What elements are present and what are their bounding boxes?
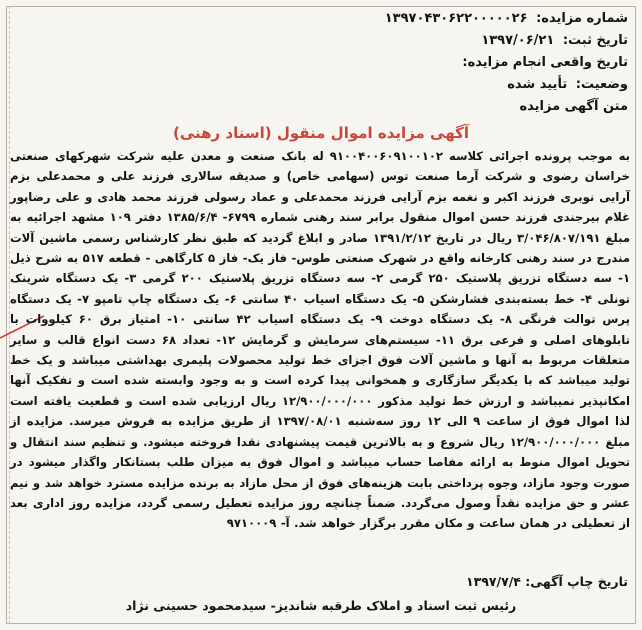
register-date-label: تاریخ ثبت: — [562, 33, 628, 48]
print-date: ۱۳۹۷/۷/۴ — [466, 574, 521, 589]
print-date-label: تاریخ چاپ آگهی: — [525, 574, 628, 589]
signature-line: رئیس ثبت اسناد و املاک طرقبه شاندیز- سیدمحمود حسینی نژاد — [125, 598, 517, 613]
actual-date-label: تاریخ واقعی انجام مزایده: — [462, 55, 628, 70]
print-date-row — [466, 574, 628, 589]
register-date: ۱۳۹۷/۰۶/۲۱ — [481, 33, 555, 48]
auction-number: ۱۳۹۷۰۴۳۰۶۲۲۰۰۰۰۰۲۶ — [384, 11, 528, 26]
auction-number-row — [208, 8, 628, 30]
auction-metadata — [208, 8, 628, 118]
ad-text-heading — [208, 96, 628, 118]
notice-body: به موجب پرونده اجرائی کلاسه ۹۱۰۰۴۰۰۶۰۹۱۰۰۱۰۲ له بانک صنعت و معدن علیه شرکت شهرکهای صنعتی خراسان رضوی و شرکت آرما صنعت توس (سهامی خاص) و صدیقه سالاری فرزند علی و محمدعلی بزم آرایی نوبری فرزند اکبر و نغمه بزم آرایی فرزند محمدعلی و عماد رسولی فرزند محمد هادی و علی رضاپور غلام بیرجندی فرزند حسن اموال منقول برابر سند رهنی شماره ۶۷۹۹- ۱۳۸۵/۶/۴ دفتر ۱۰۹ مشهد اجرائیه به مبلغ ۳/۰۴۶/۸۰۷/۱۹۱ ریال در تاریخ ۱۳۹۱/۲/۱۲ صادر و ابلاغ گردید که طبق نظر کارشناس رسمی ماشین آلات مندرج در سند رهنی کارخانه واقع در شهرک صنعتی طوس- فاز یک- فاز ۵ کارگاهی - قطعه ۵۱۷ به شرح ذیل ۱- سه دستگاه تزریق پلاستیک ۲۵۰ گرمی ۲- سه دستگاه تزریق پلاستیک ۲۰۰ گرمی ۳- یک دستگاه شرینک تونلی ۴- خط بسته‌بندی فشارشکن ۵- یک دستگاه اسیاب ۴۰ سانتی ۶- یک دستگاه چاپ تامپو ۷- یک دستگاه پرس توالت فرنگی ۸- یک دستگاه دوخت ۹- یک دستگاه اسیاب ۴۲ سانتی ۱۰- امتیاز برق ۶۰ کیلووات با تابلوهای اصلی و فرعی برق ۱۱- سیستم‌های سرمایش و گرمایش ۱۲- تعداد ۶۸ دست انواع قالب و سایر متعلقات مربوط به آنها و ماشین آلات فوق اجزای خط تولید محصولات پلیمری بهداشتی میباشد و یک خط تولید میباشد که با یکدیگر سازگاری و همخوانی پیدا کرده است و به وجود وابسته شده است و تفکیک آنها امکانپذیر نمیباشد و ارزش خط تولید مذکور ۱۲/۹۰۰/۰۰۰/۰۰۰ ریال ارزیابی شده است و قطعیت یافته است لذا اموال فوق از ساعت ۹ الی ۱۲ روز سه‌شنبه ۱۳۹۷/۰۸/۰۱ از طریق مزایده به فروش میرسد. مزایده از مبلغ ۱۲/۹۰۰/۰۰۰/۰۰۰ ریال شروع و به بالاترین قیمت پیشنهادی نقدا فروخته میشود. و تنظیم سند انتقال و تحویل اموال منوط به ارائه مفاصا حساب میباشد و اموال فوق به میزان طلب بستانکار واگذار میشود در صورت وجود مازاد، وجوه پرداختی بابت هزینه‌های فوق از محل مازاد به برنده مزایده مسترد خواهد شد و نیم عشر و حق مزایده نقداً وصول می‌گردد. ضمناً چنانچه روز مزایده تعطیل رسمی گردد، مزایده روز اداری بعد از تعطیلی در همان ساعت و مکان مقرر برگزار خواهد شد. آ- ۹۷۱۰۰۰۹ — [10, 149, 631, 531]
status-row — [208, 74, 628, 96]
actual-date-row — [208, 52, 628, 74]
notice-title: آگهی مزایده اموال منقول (اسناد رهنی) — [173, 124, 469, 142]
ad-text-label: متن آگهی مزایده — [519, 99, 628, 114]
status-label: وضعیت: — [575, 77, 628, 92]
status-value: تأیید شده — [507, 77, 568, 92]
auction-number-label: شماره مزایده: — [536, 11, 628, 26]
register-date-row — [208, 30, 628, 52]
